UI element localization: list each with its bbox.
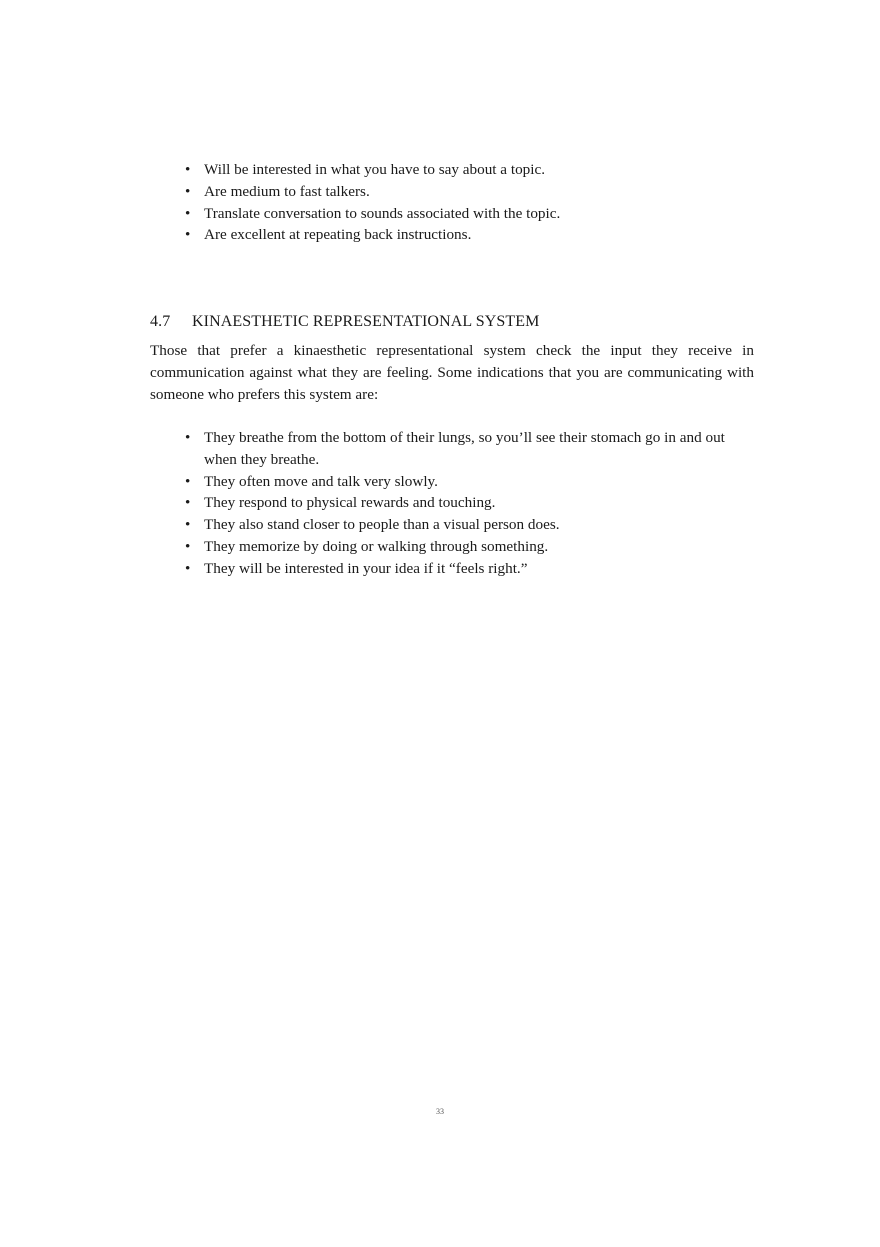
- list-item: [185, 536, 755, 558]
- list-item-text: They respond to physical rewards and touching.: [204, 494, 496, 512]
- bullet-icon: •: [185, 559, 191, 577]
- list-item-text: They also stand closer to people than a visual person does.: [204, 516, 560, 534]
- list-item: [185, 427, 755, 471]
- section-title: KINAESTHETIC REPRESENTATIONAL SYSTEM: [192, 313, 540, 330]
- list-item: [185, 181, 755, 203]
- list-item: [185, 224, 755, 246]
- section-heading: [150, 311, 540, 332]
- bullet-icon: •: [185, 516, 191, 534]
- list-item: [185, 203, 755, 225]
- bullet-icon: •: [185, 204, 191, 222]
- bullet-icon: •: [185, 429, 191, 446]
- bullet-icon: •: [185, 161, 191, 178]
- list-item: [185, 558, 755, 580]
- list-item-text: They will be interested in your idea if it “feels right.”: [204, 559, 528, 577]
- list-item: [185, 471, 755, 493]
- bullet-icon: •: [185, 494, 191, 512]
- list-item-text: Are medium to fast talkers.: [204, 182, 370, 200]
- list-item-text: Will be interested in what you have to say about a topic.: [204, 161, 546, 178]
- list-item-text: Translate conversation to sounds associated with the topic.: [204, 204, 561, 222]
- list-item-text: They memorize by doing or walking through something.: [204, 537, 549, 555]
- list-item-text: Are excellent at repeating back instructions.: [204, 226, 472, 244]
- bullet-icon: •: [185, 537, 191, 555]
- bullet-icon: •: [185, 226, 191, 244]
- bullet-icon: •: [185, 182, 191, 200]
- list-item: [185, 159, 755, 181]
- list-item: [185, 492, 755, 514]
- bullet-icon: •: [185, 472, 191, 490]
- section-paragraph: Those that prefer a kinaesthetic representational system check the input they receive in communication against what they are feeling. Some indications that you are communicating with someone who prefers this system are:: [150, 342, 754, 403]
- bullet-list-auditory: [185, 159, 755, 246]
- page-number: 33: [436, 1107, 444, 1116]
- section-number: 4.7: [150, 313, 171, 330]
- list-item-text: They often move and talk very slowly.: [204, 472, 438, 490]
- bullet-list-kinaesthetic: [185, 427, 755, 580]
- list-item: [185, 514, 755, 536]
- list-item-text: They breathe from the bottom of their lungs, so you’ll see their stomach go in and out when they breathe.: [204, 429, 725, 468]
